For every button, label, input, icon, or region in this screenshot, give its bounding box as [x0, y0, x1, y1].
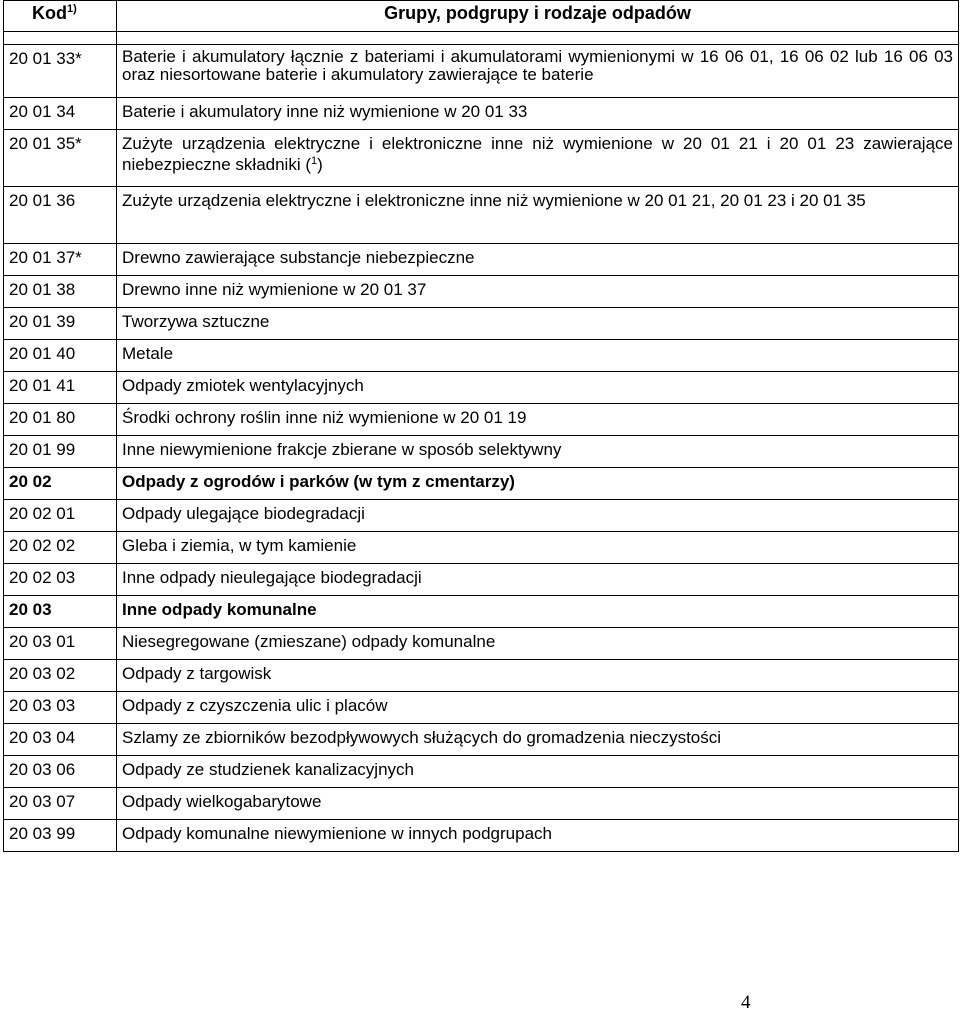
group-row — [4, 596, 959, 628]
waste-code: 20 03 04 — [4, 724, 117, 756]
group-code: 20 03 — [4, 596, 117, 628]
waste-description: Odpady z czyszczenia ulic i placów — [117, 692, 959, 724]
waste-code: 20 03 07 — [4, 788, 117, 820]
waste-description: Odpady wielkogabarytowe — [117, 788, 959, 820]
table-row — [4, 436, 959, 468]
waste-description: Drewno zawierające substancje niebezpieczne — [117, 244, 959, 276]
footnote-ref: 1 — [311, 155, 318, 167]
waste-code: 20 01 38 — [4, 276, 117, 308]
waste-code: 20 01 41 — [4, 372, 117, 404]
waste-code: 20 02 01 — [4, 500, 117, 532]
waste-description-text: Zużyte urządzenia elektryczne i elektroniczne inne niż wymienione w 20 01 21 i 20 01 23 zawierające niebezpieczne składniki ( — [122, 134, 953, 174]
table-row — [4, 244, 959, 276]
table-row — [4, 724, 959, 756]
page-number: 4 — [741, 992, 751, 1013]
waste-description: Baterie i akumulatory inne niż wymienione w 20 01 33 — [117, 98, 959, 130]
code-column-header — [4, 1, 117, 32]
header-spacer-row — [4, 32, 959, 45]
table-header-row — [4, 1, 959, 32]
waste-code: 20 03 06 — [4, 756, 117, 788]
waste-description: Odpady komunalne niewymienione w innych podgrupach — [117, 820, 959, 852]
waste-code: 20 03 01 — [4, 628, 117, 660]
waste-code: 20 01 37* — [4, 244, 117, 276]
waste-description — [117, 130, 959, 187]
code-header-label: Kod — [32, 3, 67, 23]
table-row — [4, 340, 959, 372]
waste-code: 20 03 03 — [4, 692, 117, 724]
table-row — [4, 130, 959, 187]
table-row — [4, 692, 959, 724]
table-row — [4, 372, 959, 404]
waste-description: Szlamy ze zbiorników bezodpływowych służących do gromadzenia nieczystości — [117, 724, 959, 756]
waste-description: Odpady ulegające biodegradacji — [117, 500, 959, 532]
waste-description-tail: ) — [317, 155, 323, 174]
waste-code: 20 03 02 — [4, 660, 117, 692]
waste-description: Niesegregowane (zmieszane) odpady komunalne — [117, 628, 959, 660]
waste-description: Inne odpady nieulegające biodegradacji — [117, 564, 959, 596]
table-row — [4, 404, 959, 436]
table-row — [4, 564, 959, 596]
waste-description: Drewno inne niż wymienione w 20 01 37 — [117, 276, 959, 308]
table-row — [4, 98, 959, 130]
waste-code: 20 01 34 — [4, 98, 117, 130]
table-row — [4, 820, 959, 852]
waste-code: 20 02 03 — [4, 564, 117, 596]
table-row — [4, 532, 959, 564]
waste-description: Metale — [117, 340, 959, 372]
waste-description: Zużyte urządzenia elektryczne i elektroniczne inne niż wymienione w 20 01 21, 20 01 23 i 20 01 35 — [117, 187, 959, 244]
waste-code: 20 01 33* — [4, 45, 117, 98]
waste-description: Środki ochrony roślin inne niż wymienione w 20 01 19 — [117, 404, 959, 436]
waste-code: 20 01 80 — [4, 404, 117, 436]
table-row — [4, 660, 959, 692]
code-header-footnote: 1) — [67, 3, 77, 15]
description-column-header: Grupy, podgrupy i rodzaje odpadów — [117, 1, 959, 32]
waste-description: Inne niewymienione frakcje zbierane w sposób selektywny — [117, 436, 959, 468]
table-row — [4, 308, 959, 340]
waste-code: 20 01 39 — [4, 308, 117, 340]
waste-description: Odpady ze studzienek kanalizacyjnych — [117, 756, 959, 788]
waste-description: Gleba i ziemia, w tym kamienie — [117, 532, 959, 564]
waste-description: Odpady z targowisk — [117, 660, 959, 692]
waste-description: Odpady zmiotek wentylacyjnych — [117, 372, 959, 404]
table-row — [4, 756, 959, 788]
waste-description-text: Baterie i akumulatory łącznie z bateriami i akumulatorami wymienionymi w 16 06 01, 16 06 02 lub 16 06 03 oraz niesortowane baterie i akumulatory zawierające te baterie — [122, 47, 953, 84]
group-row — [4, 468, 959, 500]
waste-code: 20 03 99 — [4, 820, 117, 852]
waste-code: 20 01 40 — [4, 340, 117, 372]
waste-codes-table — [3, 0, 959, 852]
waste-code: 20 01 36 — [4, 187, 117, 244]
table-row — [4, 788, 959, 820]
table-row — [4, 500, 959, 532]
table-row — [4, 276, 959, 308]
group-description: Inne odpady komunalne — [117, 596, 959, 628]
waste-description — [117, 45, 959, 98]
group-description: Odpady z ogrodów i parków (w tym z cmentarzy) — [117, 468, 959, 500]
waste-code: 20 02 02 — [4, 532, 117, 564]
waste-code: 20 01 35* — [4, 130, 117, 187]
table-row — [4, 45, 959, 98]
waste-code: 20 01 99 — [4, 436, 117, 468]
group-code: 20 02 — [4, 468, 117, 500]
table-row — [4, 628, 959, 660]
table-row — [4, 187, 959, 244]
waste-description: Tworzywa sztuczne — [117, 308, 959, 340]
